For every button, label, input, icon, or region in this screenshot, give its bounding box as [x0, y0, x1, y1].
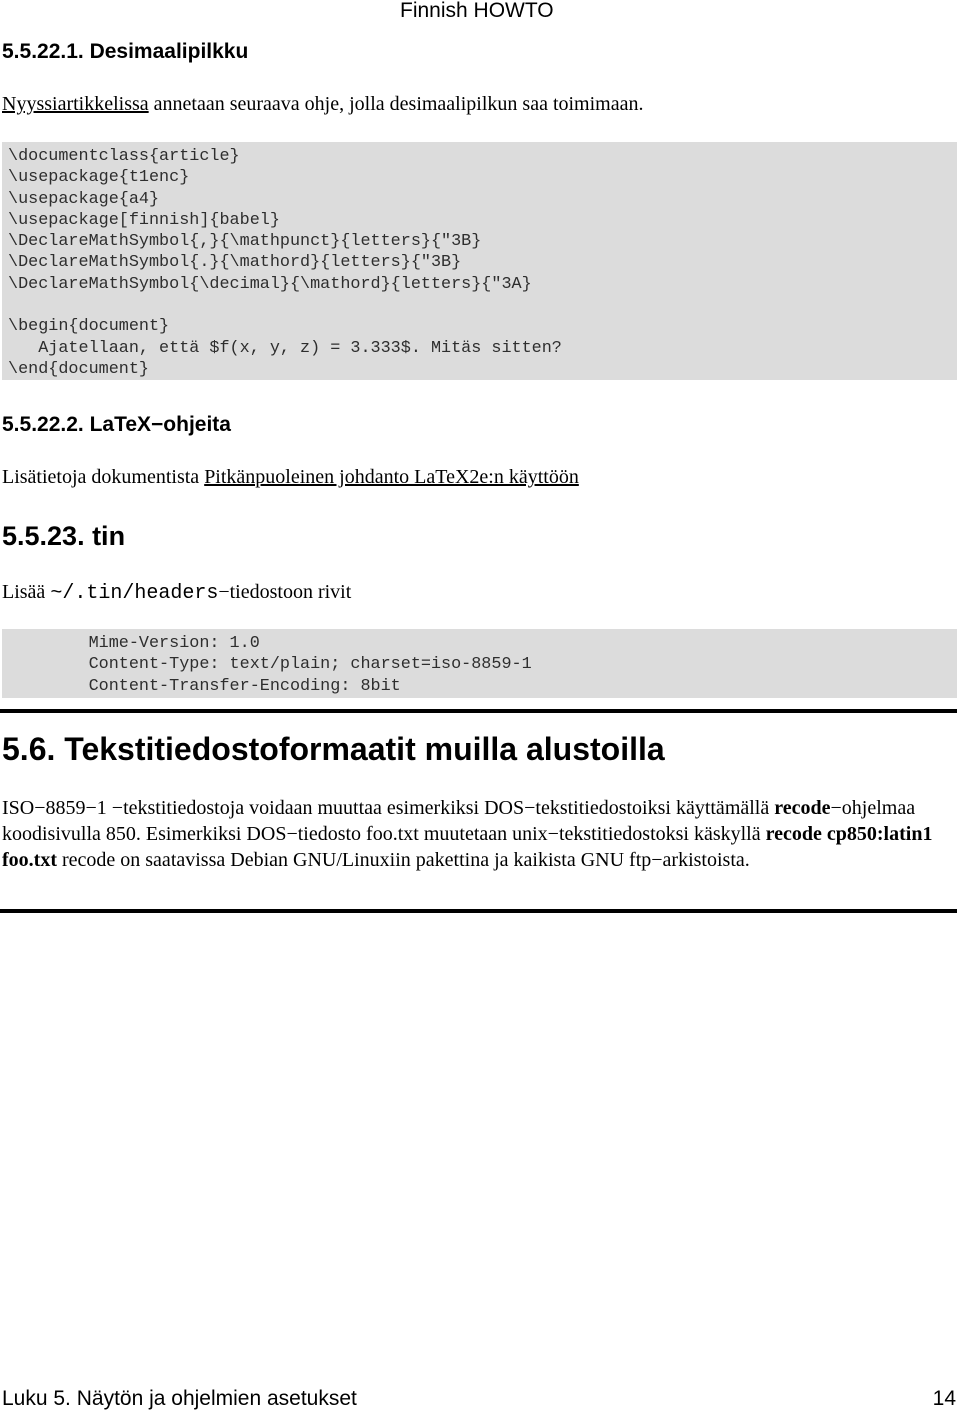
heading-desimaalipilkku: 5.5.22.1. Desimaalipilkku — [2, 40, 249, 63]
heading-tin: 5.5.23. tin — [2, 521, 126, 551]
paragraph-decimal-intro — [2, 91, 643, 117]
recode-text-3: recode on saatavissa Debian GNU/Linuxiin pakettina ja kaikista GNU ftp−arkistoista. — [56, 849, 750, 871]
recode-text-1: ISO−8859−1 −tekstitiedostoja voidaan muuttaa esimerkiksi DOS−tekstitiedostoiksi käyttämällä — [2, 797, 775, 819]
recode-command-name: recode — [774, 797, 831, 819]
heading-tekstitiedostoformaatit: 5.6. Tekstitiedostoformaatit muilla alustoilla — [2, 731, 665, 767]
footer-chapter-title: Luku 5. Näytön ja ohjelmien asetukset — [2, 1387, 357, 1410]
section-divider-top — [0, 709, 957, 713]
tin-headers-path: ~/.tin/headers — [50, 582, 219, 605]
tin-intro-text-before: Lisää — [2, 581, 51, 603]
recode-command-example: recode cp850:latin1 foo.txt — [2, 823, 933, 871]
link-nyyssiartikkelissa[interactable]: Nyyssiartikkelissa — [2, 93, 149, 115]
tin-intro-text-after: −tiedostoon rivit — [218, 581, 352, 603]
link-latex-johdanto[interactable]: Pitkänpuoleinen johdanto LaTeX2e:n käyttöön — [204, 466, 579, 488]
footer-page-number: 14 — [932, 1387, 956, 1410]
section-divider-bottom — [0, 909, 957, 913]
decimal-intro-text: annetaan seuraava ohje, jolla desimaalipilkun saa toimimaan. — [148, 93, 644, 115]
paragraph-latex-info — [2, 464, 579, 490]
paragraph-recode — [2, 795, 952, 873]
paragraph-tin-intro — [2, 579, 351, 607]
code-block-latex-decimal: \documentclass{article} \usepackage{t1enc} \usepackage{a4} \usepackage[finnish]{babel} \DeclareMathSymbol{,}{\mathpunct}{letters}{"3B} \DeclareMathSymbol{.}{\mathord}{letters}{"3B} \DeclareMathSymbol{\decimal}{\mathord}{letters}{"3A} \begin{document} Ajatellaan, että $f(x, y, z) = 3.333$. Mitäs sitten? \end{document} — [2, 142, 957, 380]
latex-info-text: Lisätietoja dokumentista — [2, 466, 205, 488]
running-header-title: Finnish HOWTO — [400, 0, 554, 22]
heading-latex-ohjeita: 5.5.22.2. LaTeX−ohjeita — [2, 413, 231, 436]
recode-text-2: −ohjelmaa koodisivulla 850. Esimerkiksi DOS−tiedosto foo.txt muutetaan unix−tekstitiedostoksi käskyllä — [2, 797, 916, 845]
code-block-tin-headers: Mime-Version: 1.0 Content-Type: text/plain; charset=iso-8859-1 Content-Transfer-Encoding: 8bit — [2, 629, 957, 698]
